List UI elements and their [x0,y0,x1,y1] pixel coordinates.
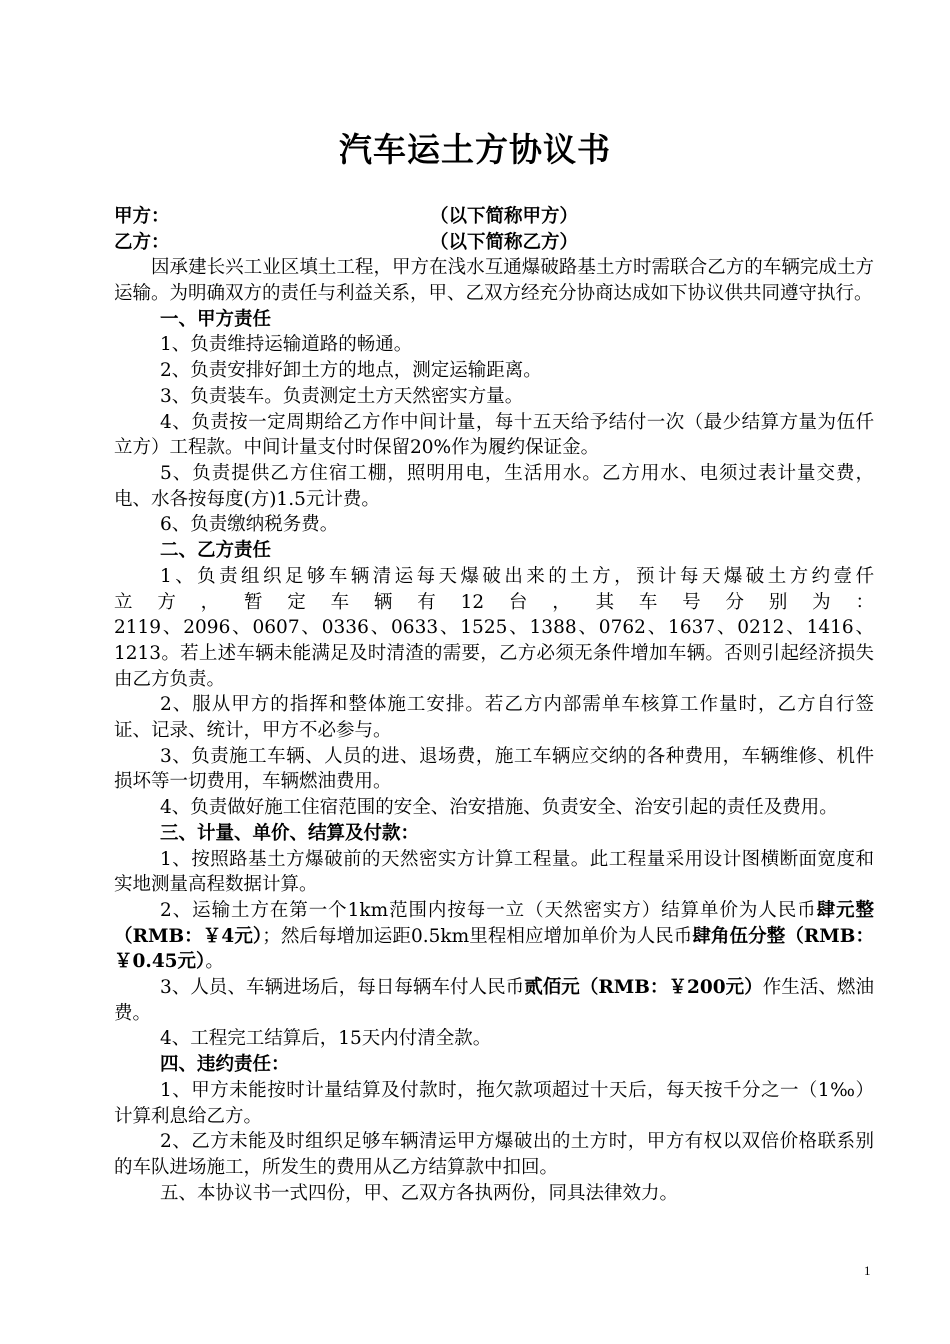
section-1-item: 2、负责安排好卸土方的地点，测定运输距离。 [160,360,542,382]
section-2-item-1-rest: 2119、2096、0607、0336、0633、1525、1388、0762、1637、0212、1416、1213。若上述车辆未能满足及时清渣的需要，乙方必须无条件增加车辆。否则引起经济损失由乙方负责。 [114,617,874,690]
section-2-item: 3、负责施工车辆、人员的进、退场费，施工车辆应交纳的各种费用，车辆维修、机件损坏等一切费用，车辆燃油费用。 [114,745,874,793]
document-body [114,204,874,1206]
section-2-item: 2、服从甲方的指挥和整体施工安排。若乙方内部需单车核算工作量时，乙方自行签证、记录、统计，甲方不必参与。 [114,694,874,742]
section-4-heading: 四、违约责任： [160,1054,290,1076]
increment-price-amount: 肆角伍分整（RMB：￥0.45元） [114,925,874,973]
intro-paragraph: 因承建长兴工业区填土工程，甲方在浅水互通爆破路基土方时需联合乙方的车辆完成土方运输。为明确双方的责任与利益关系，甲、乙双方经充分协商达成如下协议供共同遵守执行。 [114,257,874,305]
section-3-item-3-text: 作生活、燃油费。 [114,977,874,1024]
section-3-item-3-text: 3、人员、车辆进场后，每日每辆车付人民币 [160,977,525,999]
section-2-item-1-line-1: 1、负责组织足够车辆清运每天爆破出来的土方，预计每天爆破土方约壹仟 [160,565,874,587]
section-1-item: 4、负责按一定周期给乙方作中间计量，每十五天给予结付一次（最少结算方量为伍仟立方）工程款。中间计量支付时保留20%作为履约保证金。 [114,411,874,459]
section-1-item: 1、负责维持运输道路的畅通。 [160,334,413,356]
page-number: 1 [864,1263,871,1278]
section-3-item-4: 4、工程完工结算后，15天内付清全款。 [160,1028,492,1050]
section-3-heading: 三、计量、单价、结算及付款： [160,822,420,844]
section-3-item-1: 1、按照路基土方爆破前的天然密实方计算工程量。此工程量采用设计图横断面宽度和实地测量高程数据计算。 [114,848,874,896]
party-a-note: （以下简称甲方） [430,206,579,227]
party-b-note: （以下简称乙方） [430,231,579,253]
section-1-item: 5、负责提供乙方住宿工棚，照明用电，生活用水。乙方用水、电须过表计量交费，电、水各按每度(方)1.5元计费。 [114,463,874,510]
section-5-clause: 五、本协议书一式四份，甲、乙双方各执两份，同具法律效力。 [160,1182,679,1204]
party-b-label: 乙方： [114,231,170,253]
section-4-item: 1、甲方未能按时计量结算及付款时，拖欠款项超过十天后，每天按千分之一（1‰）计算利息给乙方。 [114,1079,874,1127]
party-b-line [114,230,874,256]
section-3-item-3 [114,975,874,1026]
section-1-item: 6、负责缴纳税务费。 [160,514,339,536]
section-2-heading: 二、乙方责任 [160,540,272,562]
document-title: 汽车运土方协议书 [339,130,611,169]
section-3-item-2-text: 。 [205,951,224,973]
daily-allowance-amount: 贰佰元（RMB：￥200元） [524,977,763,999]
section-4-item: 2、乙方未能及时组织足够车辆清运甲方爆破出的土方时，甲方有权以双倍价格联系别的车队进场施工，所发生的费用从乙方结算款中扣回。 [114,1131,874,1178]
section-3-item-2-text: 2、运输土方在第一个1km范围内按每一立（天然密实方）结算单价为人民币 [160,899,817,921]
party-a-line [114,204,874,230]
section-2-item-1-line-2: 立方，暂定车辆有12台，其车号分别为： [114,591,874,613]
party-a-label: 甲方： [114,206,170,227]
unit-price-amount: 肆元整（RMB：￥4元） [114,899,874,947]
section-2-item: 4、负责做好施工住宿范围的安全、治安措施、负责安全、治安引起的责任及费用。 [160,797,838,819]
section-3-item-2-text: ；然后每增加运距0.5km里程相应增加单价为人民币 [262,925,693,947]
section-1-heading: 一、甲方责任 [160,308,272,330]
section-1-item: 3、负责装车。负责测定土方天然密实方量。 [160,385,524,407]
section-3-item-2 [114,898,874,975]
